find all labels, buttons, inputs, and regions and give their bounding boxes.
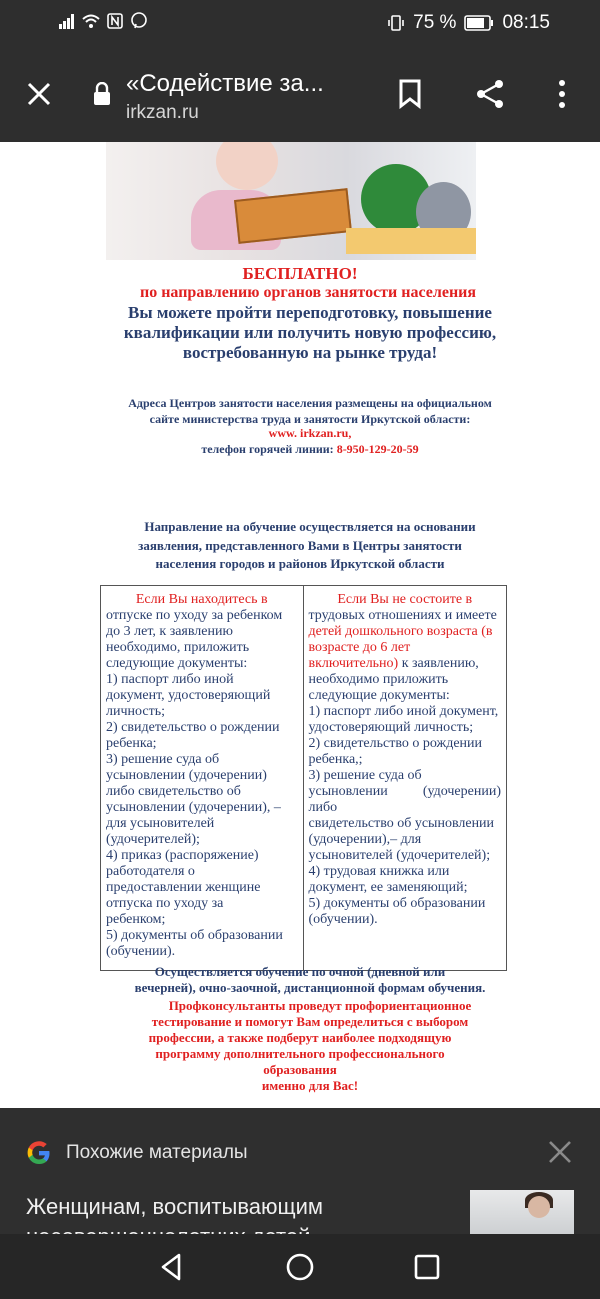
right-column-line: удостоверяющий личность; bbox=[308, 720, 474, 735]
left-column-line: до 3 лет, к заявлению bbox=[106, 624, 233, 639]
consult-line-5: образования bbox=[263, 1062, 337, 1077]
left-column-line: отпуске по уходу за ребенком bbox=[106, 608, 283, 623]
bookmark-button[interactable] bbox=[390, 74, 430, 114]
right-column-red-3: включительно) bbox=[308, 656, 399, 671]
left-column-line: ребенка; bbox=[106, 736, 157, 751]
right-column-line: усыновителей (удочерителей); bbox=[308, 848, 491, 863]
direction-line-2: заявления, представленного Вами в Центры занятости bbox=[138, 538, 462, 553]
left-column-line: работодателя о bbox=[106, 864, 195, 879]
hotline-line bbox=[0, 442, 600, 457]
right-column-mixed bbox=[309, 656, 502, 672]
browser-toolbar bbox=[0, 48, 600, 142]
hotline-label: телефон горячей линии: bbox=[201, 442, 337, 456]
right-column-line: 1) паспорт либо иной документ, bbox=[308, 704, 499, 719]
left-column-title: Если Вы находитесь в bbox=[135, 592, 268, 607]
close-tab-button[interactable] bbox=[19, 74, 59, 114]
left-column-line: 3) решение суда об bbox=[106, 752, 220, 767]
left-column-line: ребенком; bbox=[106, 912, 166, 927]
share-button[interactable] bbox=[470, 74, 510, 114]
right-column-line: свидетельство об усыновлении bbox=[308, 816, 495, 831]
sheet-title: Похожие материалы bbox=[66, 1142, 248, 1163]
status-right-icons bbox=[387, 12, 550, 34]
left-column-line: 5) документы об образовании bbox=[106, 928, 283, 943]
left-column-line: либо свидетельство об bbox=[106, 784, 241, 799]
back-button[interactable] bbox=[155, 1250, 189, 1284]
form-line-2: вечерней), очно-заочной, дистанционной формам обучения. bbox=[134, 980, 486, 995]
right-column-title: Если Вы не состоите в bbox=[337, 592, 473, 607]
left-column-line: отпуска по уходу за bbox=[106, 896, 224, 911]
page-content[interactable] bbox=[0, 142, 600, 1108]
table-column-not-employed bbox=[304, 586, 507, 970]
right-column-line: (обучении). bbox=[308, 912, 378, 927]
site-info-button[interactable] bbox=[82, 74, 122, 114]
documents-table bbox=[100, 585, 507, 971]
status-left-icons bbox=[58, 12, 148, 30]
right-column-line: (удочерении),– для bbox=[308, 832, 422, 847]
intro-line-3: востребованную на рынке труда! bbox=[182, 343, 438, 362]
system-navigation-bar bbox=[0, 1234, 600, 1299]
right-column-line: необходимо приложить bbox=[308, 672, 449, 687]
right-column-line: 3) решение суда об bbox=[308, 768, 422, 783]
address-line-1: Адреса Центров занятости населения размещены на официальном bbox=[128, 396, 492, 410]
right-column-line: 2) свидетельство о рождении bbox=[308, 736, 483, 751]
page-url[interactable]: irkzan.ru bbox=[126, 102, 199, 123]
right-column-line: документ, ее заменяющий; bbox=[308, 880, 468, 895]
bookmark-icon bbox=[398, 79, 422, 109]
battery-percent: 75 % bbox=[413, 12, 457, 33]
right-column-line: 5) документы об образовании bbox=[308, 896, 486, 911]
left-column-line: документ, удостоверяющий bbox=[106, 688, 271, 703]
site-link[interactable]: www. irkzan.ru, bbox=[268, 426, 352, 440]
consult-line-1: Профконсультанты проведут профориентационное bbox=[168, 998, 472, 1013]
related-article-line-1: Женщинам, воспитывающим bbox=[26, 1194, 324, 1219]
free-heading: БЕСПЛАТНО! bbox=[242, 264, 358, 283]
consult-line-3: профессии, а также подберут наиболее подходящую bbox=[148, 1030, 452, 1045]
wifi-icon bbox=[82, 12, 100, 30]
viber-icon bbox=[130, 12, 148, 30]
right-column-after-red: к заявлению, bbox=[398, 656, 479, 671]
right-column-red-2: возрасте до 6 лет bbox=[308, 640, 411, 655]
related-materials-sheet[interactable] bbox=[0, 1108, 600, 1234]
clock: 08:15 bbox=[502, 12, 550, 33]
share-icon bbox=[474, 78, 506, 110]
consult-line-6: именно для Вас! bbox=[261, 1078, 359, 1093]
left-column-line: следующие документы: bbox=[106, 656, 248, 671]
left-column-line: (обучении). bbox=[106, 944, 176, 959]
page-title[interactable]: «Содействие за... bbox=[126, 70, 324, 97]
direction-line-3: населения городов и районов Иркутской области bbox=[155, 556, 445, 571]
right-column-line: ребенка,; bbox=[308, 752, 363, 767]
recents-button[interactable] bbox=[410, 1250, 444, 1284]
left-column-line: предоставлении женщине bbox=[106, 880, 261, 895]
hero-image-child-reading bbox=[106, 142, 476, 260]
consult-line-2: тестирование и помогут Вам определиться с выбором bbox=[151, 1014, 469, 1029]
more-vertical-icon bbox=[558, 79, 566, 109]
right-column-line: следующие документы: bbox=[308, 688, 450, 703]
home-button[interactable] bbox=[283, 1250, 317, 1284]
left-column-line: (удочерителей); bbox=[106, 832, 200, 847]
right-column-line: 4) трудовая книжка или bbox=[308, 864, 450, 879]
table-column-maternity-leave bbox=[101, 586, 304, 970]
consult-line-4: программу дополнительного профессионального bbox=[155, 1046, 445, 1061]
right-column-line: трудовых отношениях и имеете bbox=[308, 608, 497, 623]
right-column-lines bbox=[309, 672, 502, 928]
overflow-menu-button[interactable] bbox=[542, 74, 582, 114]
direction-line-1: Направление на обучение осуществляется на основании bbox=[144, 519, 476, 534]
left-column-line: для усыновителей bbox=[106, 816, 215, 831]
intro-line-2: квалификации или получить новую профессию, bbox=[123, 323, 497, 342]
close-icon bbox=[26, 81, 52, 107]
form-line-1: Осуществляется обучение по очной (дневной или bbox=[154, 964, 446, 979]
nfc-icon bbox=[106, 12, 124, 30]
left-column-line: 4) приказ (распоряжение) bbox=[106, 848, 259, 863]
lock-icon bbox=[92, 82, 112, 106]
left-column-line: усыновлении (удочерении) bbox=[106, 768, 267, 783]
left-column-line: 1) паспорт либо иной bbox=[106, 672, 234, 687]
left-column-line: усыновлении (удочерении), – bbox=[106, 800, 281, 815]
right-column-red-1: детей дошкольного возраста (в bbox=[308, 624, 493, 639]
left-column-line: необходимо, приложить bbox=[106, 640, 250, 655]
hotline-number[interactable]: 8-950-129-20-59 bbox=[336, 442, 419, 456]
left-column-line: личность; bbox=[106, 704, 165, 719]
close-sheet-button[interactable] bbox=[548, 1140, 572, 1164]
free-subheading: по направлению органов занятости населения bbox=[139, 284, 477, 301]
left-column-lines bbox=[106, 608, 298, 960]
right-column-line: усыновлении (удочерении) либо bbox=[308, 784, 501, 815]
battery-icon bbox=[464, 14, 494, 32]
signal-icon bbox=[58, 12, 76, 30]
status-bar bbox=[0, 0, 600, 48]
left-column-line: 2) свидетельство о рождении bbox=[106, 720, 280, 735]
google-logo-icon bbox=[26, 1140, 52, 1166]
address-line-2: сайте министерства труда и занятости Иркутской области: bbox=[149, 412, 471, 426]
intro-line-1: Вы можете пройти переподготовку, повышение bbox=[128, 303, 492, 322]
vibrate-icon bbox=[387, 14, 405, 32]
